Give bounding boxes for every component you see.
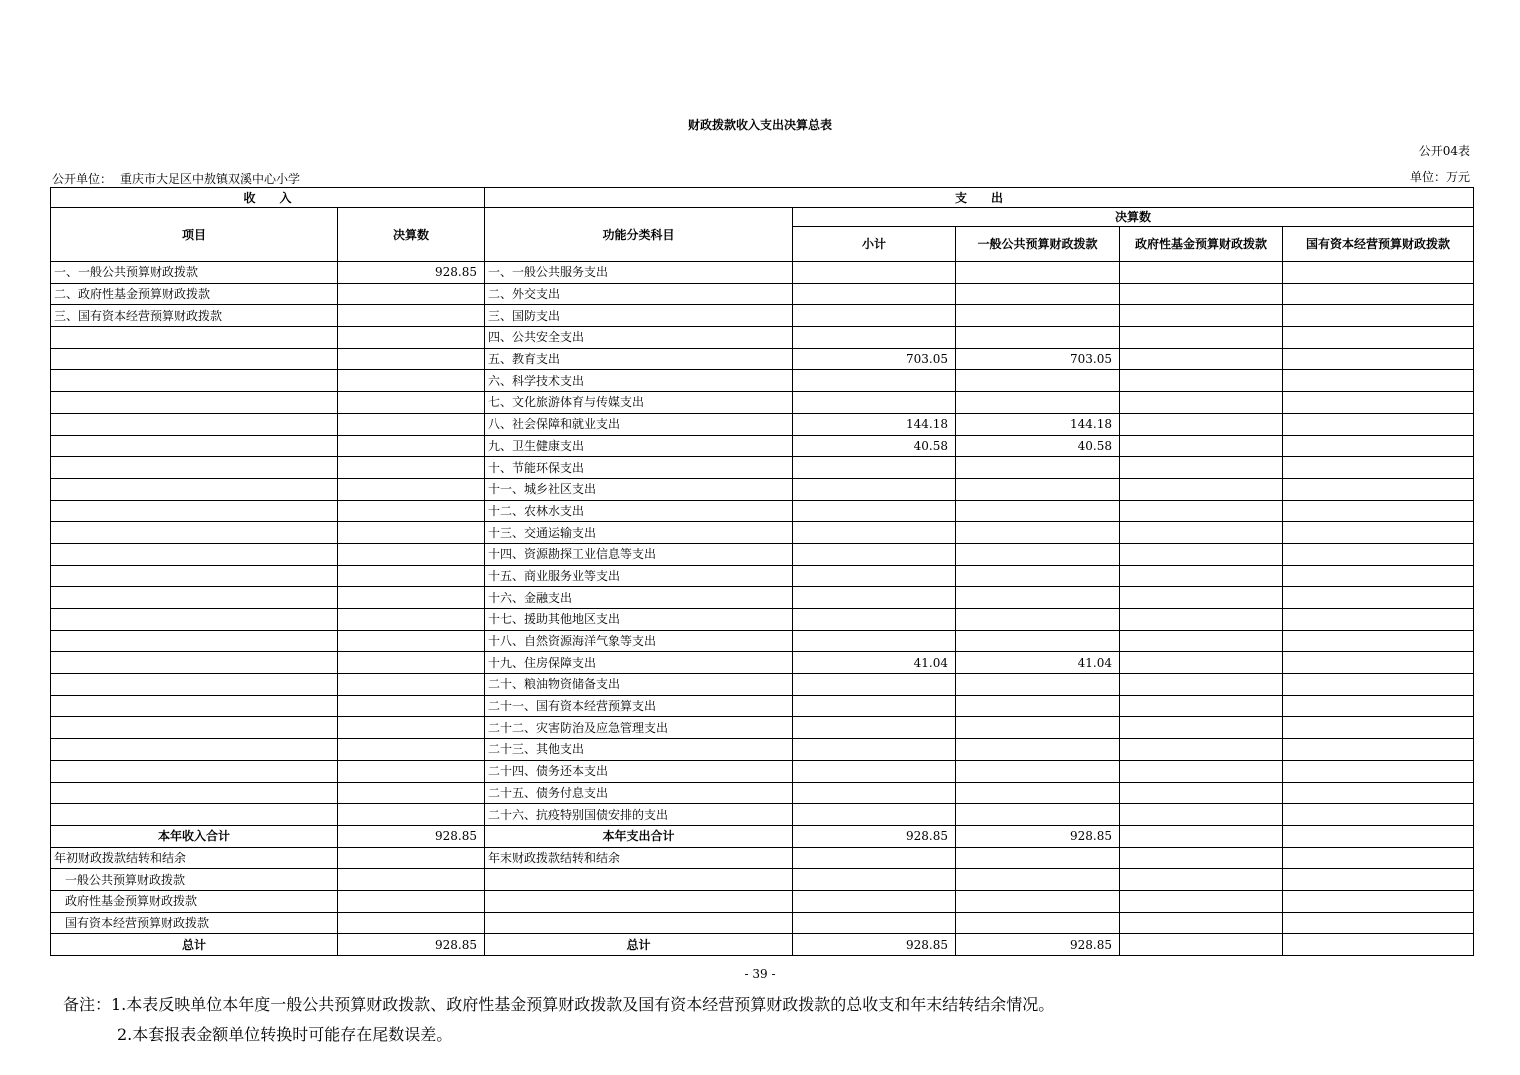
state-capital-cell — [1283, 782, 1474, 804]
income-amount-cell — [338, 370, 485, 392]
state-capital-cell — [1283, 717, 1474, 739]
gov-fund-cell — [1120, 804, 1283, 826]
gov-fund-cell — [1120, 392, 1283, 414]
table-row — [51, 283, 1474, 305]
income-item-cell — [51, 804, 338, 826]
income-amount-cell — [338, 500, 485, 522]
general-budget-cell: 703.05 — [956, 348, 1120, 370]
income-item-cell — [51, 760, 338, 782]
income-amount-cell — [338, 327, 485, 349]
gov-fund-cell — [1120, 912, 1283, 934]
income-amount-cell — [338, 283, 485, 305]
table-row — [51, 695, 1474, 717]
function-category-cell: 一、一般公共服务支出 — [485, 262, 793, 284]
table-row — [51, 348, 1474, 370]
function-category-cell: 二十二、灾害防治及应急管理支出 — [485, 717, 793, 739]
gov-fund-cell — [1120, 457, 1283, 479]
table-row — [51, 500, 1474, 522]
gov-fund-cell — [1120, 630, 1283, 652]
gov-fund-cell — [1120, 587, 1283, 609]
function-category-cell — [485, 912, 793, 934]
subtotal-cell — [793, 760, 956, 782]
income-item-cell — [51, 609, 338, 631]
general-budget-cell — [956, 500, 1120, 522]
state-capital-cell — [1283, 609, 1474, 631]
general-budget-cell — [956, 327, 1120, 349]
gov-fund-cell — [1120, 522, 1283, 544]
general-budget-cell — [956, 283, 1120, 305]
function-category-cell: 二十四、债务还本支出 — [485, 760, 793, 782]
gov-fund-cell — [1120, 543, 1283, 565]
gov-fund-header: 政府性基金预算财政拨款 — [1120, 227, 1283, 262]
state-capital-cell — [1283, 695, 1474, 717]
general-budget-cell — [956, 543, 1120, 565]
gov-fund-cell — [1120, 262, 1283, 284]
subtotal-cell: 40.58 — [793, 435, 956, 457]
function-category-cell: 八、社会保障和就业支出 — [485, 413, 793, 435]
table-row — [51, 543, 1474, 565]
income-amount-cell — [338, 392, 485, 414]
table-row — [51, 370, 1474, 392]
general-budget-cell — [956, 912, 1120, 934]
table-row — [51, 847, 1474, 869]
form-number: 公开04表 — [1418, 144, 1470, 158]
table-body — [51, 262, 1474, 956]
income-item-cell — [51, 717, 338, 739]
table-row — [51, 327, 1474, 349]
subtotal-cell: 144.18 — [793, 413, 956, 435]
state-capital-cell — [1283, 869, 1474, 891]
income-amount-cell — [338, 804, 485, 826]
subtotal-cell: 928.85 — [793, 825, 956, 847]
gov-fund-cell — [1120, 739, 1283, 761]
gov-fund-cell — [1120, 825, 1283, 847]
subtotal-cell — [793, 392, 956, 414]
income-amount-cell: 928.85 — [338, 262, 485, 284]
income-item-cell — [51, 500, 338, 522]
state-capital-cell — [1283, 565, 1474, 587]
subtotal-cell: 703.05 — [793, 348, 956, 370]
gov-fund-cell — [1120, 869, 1283, 891]
general-budget-cell — [956, 869, 1120, 891]
subtotal-cell — [793, 587, 956, 609]
gov-fund-cell — [1120, 717, 1283, 739]
state-capital-cell — [1283, 370, 1474, 392]
state-capital-cell — [1283, 500, 1474, 522]
income-amount-cell — [338, 760, 485, 782]
subtotal-cell — [793, 283, 956, 305]
income-amount-cell — [338, 717, 485, 739]
subtotal-cell — [793, 565, 956, 587]
state-capital-cell — [1283, 804, 1474, 826]
income-amount-cell — [338, 739, 485, 761]
subtotal-cell — [793, 500, 956, 522]
general-budget-cell — [956, 782, 1120, 804]
general-budget-cell — [956, 392, 1120, 414]
function-category-cell: 十八、自然资源海洋气象等支出 — [485, 630, 793, 652]
state-capital-cell — [1283, 543, 1474, 565]
table-row — [51, 392, 1474, 414]
gov-fund-cell — [1120, 934, 1283, 956]
general-budget-cell — [956, 717, 1120, 739]
function-category-cell: 十五、商业服务业等支出 — [485, 565, 793, 587]
state-capital-cell — [1283, 890, 1474, 912]
income-amount-cell — [338, 565, 485, 587]
subtotal-cell — [793, 695, 956, 717]
income-item-cell: 总计 — [51, 934, 338, 956]
function-category-cell: 十四、资源勘探工业信息等支出 — [485, 543, 793, 565]
remark-1: 备注：1.本表反映单位本年度一般公共预算财政拨款、政府性基金预算财政拨款及国有资本经营预算财政拨款的总收支和年末结转结余情况。 — [63, 995, 1055, 1014]
table-row — [51, 435, 1474, 457]
general-budget-cell — [956, 695, 1120, 717]
gov-fund-cell — [1120, 652, 1283, 674]
income-amount-cell — [338, 522, 485, 544]
subtotal-cell — [793, 717, 956, 739]
subtotal-cell — [793, 609, 956, 631]
general-budget-cell: 144.18 — [956, 413, 1120, 435]
gov-fund-cell — [1120, 478, 1283, 500]
state-capital-cell — [1283, 739, 1474, 761]
function-category-cell: 二十三、其他支出 — [485, 739, 793, 761]
state-capital-cell — [1283, 674, 1474, 696]
function-category-cell: 十三、交通运输支出 — [485, 522, 793, 544]
subtotal-cell — [793, 890, 956, 912]
state-capital-header: 国有资本经营预算财政拨款 — [1283, 227, 1474, 262]
table-row — [51, 478, 1474, 500]
income-item-cell — [51, 695, 338, 717]
income-item-cell — [51, 435, 338, 457]
function-category-cell: 六、科学技术支出 — [485, 370, 793, 392]
table-row — [51, 630, 1474, 652]
function-category-cell: 十七、援助其他地区支出 — [485, 609, 793, 631]
income-amount-cell — [338, 348, 485, 370]
table-row — [51, 804, 1474, 826]
function-category-cell: 十、节能环保支出 — [485, 457, 793, 479]
income-item-cell: 年初财政拨款结转和结余 — [51, 847, 338, 869]
subtotal-cell — [793, 370, 956, 392]
income-item-cell — [51, 630, 338, 652]
income-item-cell — [51, 674, 338, 696]
income-item-cell: 本年收入合计 — [51, 825, 338, 847]
general-budget-cell — [956, 522, 1120, 544]
gov-fund-cell — [1120, 674, 1283, 696]
income-item-cell — [51, 392, 338, 414]
state-capital-cell — [1283, 934, 1474, 956]
income-item-cell: 一、一般公共预算财政拨款 — [51, 262, 338, 284]
table-row — [51, 782, 1474, 804]
function-category-cell: 本年支出合计 — [485, 825, 793, 847]
gov-fund-cell — [1120, 500, 1283, 522]
income-amount-cell — [338, 543, 485, 565]
subtotal-cell — [793, 739, 956, 761]
unit-label: 单位：万元 — [1409, 170, 1470, 184]
table-row — [51, 869, 1474, 891]
income-item-cell — [51, 565, 338, 587]
function-category-cell: 十九、住房保障支出 — [485, 652, 793, 674]
subtotal-cell — [793, 847, 956, 869]
income-item-cell — [51, 348, 338, 370]
state-capital-cell — [1283, 262, 1474, 284]
income-amount-cell — [338, 435, 485, 457]
report-title: 财政拨款收入支出决算总表 — [687, 118, 832, 132]
income-amount-cell — [338, 630, 485, 652]
function-category-cell — [485, 869, 793, 891]
table-row — [51, 413, 1474, 435]
general-budget-cell — [956, 587, 1120, 609]
function-category-cell: 三、国防支出 — [485, 305, 793, 327]
gov-fund-cell — [1120, 760, 1283, 782]
function-category-cell: 总计 — [485, 934, 793, 956]
function-category-header: 功能分类科目 — [485, 208, 793, 262]
function-category-cell: 十二、农林水支出 — [485, 500, 793, 522]
general-budget-cell — [956, 565, 1120, 587]
general-budget-cell — [956, 674, 1120, 696]
organization-label: 公开单位： — [52, 172, 113, 186]
table-row — [51, 890, 1474, 912]
subtotal-cell — [793, 305, 956, 327]
table-row — [51, 717, 1474, 739]
subtotal-cell: 928.85 — [793, 934, 956, 956]
table-row — [51, 739, 1474, 761]
state-capital-cell — [1283, 847, 1474, 869]
income-item-cell — [51, 543, 338, 565]
gov-fund-cell — [1120, 782, 1283, 804]
income-amount-cell — [338, 674, 485, 696]
income-item-cell — [51, 652, 338, 674]
income-amount-cell: 928.85 — [338, 825, 485, 847]
subtotal-cell: 41.04 — [793, 652, 956, 674]
table-row — [51, 609, 1474, 631]
state-capital-cell — [1283, 760, 1474, 782]
income-amount-cell — [338, 478, 485, 500]
general-budget-cell — [956, 847, 1120, 869]
state-capital-cell — [1283, 327, 1474, 349]
gov-fund-cell — [1120, 847, 1283, 869]
income-item-cell: 国有资本经营预算财政拨款 — [51, 912, 338, 934]
income-item-cell — [51, 327, 338, 349]
general-budget-cell: 40.58 — [956, 435, 1120, 457]
general-budget-cell — [956, 609, 1120, 631]
subtotal-cell — [793, 543, 956, 565]
function-category-cell: 二十五、债务付息支出 — [485, 782, 793, 804]
function-category-cell: 二十六、抗疫特别国债安排的支出 — [485, 804, 793, 826]
gov-fund-cell — [1120, 305, 1283, 327]
gov-fund-cell — [1120, 890, 1283, 912]
income-amount-cell — [338, 457, 485, 479]
income-amount-cell — [338, 587, 485, 609]
table-row — [51, 565, 1474, 587]
state-capital-cell — [1283, 912, 1474, 934]
income-item-cell — [51, 782, 338, 804]
general-budget-cell — [956, 630, 1120, 652]
subtotal-cell — [793, 262, 956, 284]
general-budget-cell: 41.04 — [956, 652, 1120, 674]
table-row — [51, 674, 1474, 696]
table-row — [51, 934, 1474, 956]
state-capital-cell — [1283, 587, 1474, 609]
gov-fund-cell — [1120, 370, 1283, 392]
income-item-cell — [51, 587, 338, 609]
gov-fund-cell — [1120, 609, 1283, 631]
subtotal-cell — [793, 327, 956, 349]
function-category-cell: 十六、金融支出 — [485, 587, 793, 609]
table-row — [51, 912, 1474, 934]
page-number: - 39 - — [744, 967, 776, 981]
function-category-cell: 二十、粮油物资储备支出 — [485, 674, 793, 696]
remark-2: 2.本套报表金额单位转换时可能存在尾数误差。 — [117, 1025, 453, 1044]
function-category-cell: 四、公共安全支出 — [485, 327, 793, 349]
function-category-cell: 九、卫生健康支出 — [485, 435, 793, 457]
state-capital-cell — [1283, 435, 1474, 457]
general-budget-cell — [956, 457, 1120, 479]
subtotal-cell — [793, 630, 956, 652]
expense-header: 支 出 — [485, 188, 1474, 208]
income-amount-cell: 928.85 — [338, 934, 485, 956]
general-budget-cell: 928.85 — [956, 934, 1120, 956]
income-amount-cell — [338, 652, 485, 674]
subtotal-cell — [793, 804, 956, 826]
income-amount-cell — [338, 609, 485, 631]
general-budget-cell — [956, 739, 1120, 761]
subtotal-cell — [793, 478, 956, 500]
gov-fund-cell — [1120, 327, 1283, 349]
income-item-cell: 二、政府性基金预算财政拨款 — [51, 283, 338, 305]
state-capital-cell — [1283, 457, 1474, 479]
function-category-cell: 十一、城乡社区支出 — [485, 478, 793, 500]
general-budget-cell — [956, 370, 1120, 392]
subtotal-cell — [793, 674, 956, 696]
state-capital-cell — [1283, 348, 1474, 370]
gov-fund-cell — [1120, 413, 1283, 435]
income-amount-cell — [338, 890, 485, 912]
state-capital-cell — [1283, 522, 1474, 544]
table-row — [51, 305, 1474, 327]
income-item-cell — [51, 370, 338, 392]
income-item-cell: 政府性基金预算财政拨款 — [51, 890, 338, 912]
income-item-cell: 三、国有资本经营预算财政拨款 — [51, 305, 338, 327]
subtotal-cell — [793, 869, 956, 891]
gov-fund-cell — [1120, 283, 1283, 305]
state-capital-cell — [1283, 413, 1474, 435]
function-category-cell: 二、外交支出 — [485, 283, 793, 305]
income-item-cell — [51, 457, 338, 479]
income-item-cell — [51, 522, 338, 544]
state-capital-cell — [1283, 478, 1474, 500]
income-amount-cell — [338, 413, 485, 435]
function-category-cell: 五、教育支出 — [485, 348, 793, 370]
function-category-cell: 年末财政拨款结转和结余 — [485, 847, 793, 869]
table-row — [51, 522, 1474, 544]
income-amount-cell — [338, 869, 485, 891]
state-capital-cell — [1283, 630, 1474, 652]
income-header: 收 入 — [51, 188, 485, 208]
table-row — [51, 760, 1474, 782]
amount-header: 决算数 — [338, 208, 485, 262]
item-header: 项目 — [51, 208, 338, 262]
general-budget-cell — [956, 305, 1120, 327]
table-row — [51, 262, 1474, 284]
gov-fund-cell — [1120, 435, 1283, 457]
general-budget-cell — [956, 890, 1120, 912]
subtotal-cell — [793, 782, 956, 804]
subtotal-cell — [793, 522, 956, 544]
function-category-cell: 二十一、国有资本经营预算支出 — [485, 695, 793, 717]
general-budget-header: 一般公共预算财政拨款 — [956, 227, 1120, 262]
table-row — [51, 652, 1474, 674]
income-item-cell — [51, 413, 338, 435]
subtotal-header: 小计 — [793, 227, 956, 262]
state-capital-cell — [1283, 392, 1474, 414]
gov-fund-cell — [1120, 695, 1283, 717]
gov-fund-cell — [1120, 348, 1283, 370]
income-amount-cell — [338, 305, 485, 327]
general-budget-cell — [956, 478, 1120, 500]
organization-line — [52, 170, 308, 187]
function-category-cell — [485, 890, 793, 912]
income-amount-cell — [338, 847, 485, 869]
state-capital-cell — [1283, 305, 1474, 327]
income-item-cell — [51, 478, 338, 500]
table-row — [51, 825, 1474, 847]
income-item-cell: 一般公共预算财政拨款 — [51, 869, 338, 891]
state-capital-cell — [1283, 825, 1474, 847]
general-budget-cell — [956, 760, 1120, 782]
function-category-cell: 七、文化旅游体育与传媒支出 — [485, 392, 793, 414]
income-amount-cell — [338, 912, 485, 934]
state-capital-cell — [1283, 652, 1474, 674]
gov-fund-cell — [1120, 565, 1283, 587]
general-budget-cell: 928.85 — [956, 825, 1120, 847]
subtotal-cell — [793, 912, 956, 934]
final-amount-header: 决算数 — [793, 208, 1474, 227]
income-amount-cell — [338, 695, 485, 717]
general-budget-cell — [956, 804, 1120, 826]
state-capital-cell — [1283, 283, 1474, 305]
organization-name: 重庆市大足区中敖镇双溪中心小学 — [120, 172, 301, 186]
general-budget-cell — [956, 262, 1120, 284]
table-row — [51, 587, 1474, 609]
income-item-cell — [51, 739, 338, 761]
subtotal-cell — [793, 457, 956, 479]
budget-table — [50, 187, 1474, 956]
income-amount-cell — [338, 782, 485, 804]
table-row — [51, 457, 1474, 479]
